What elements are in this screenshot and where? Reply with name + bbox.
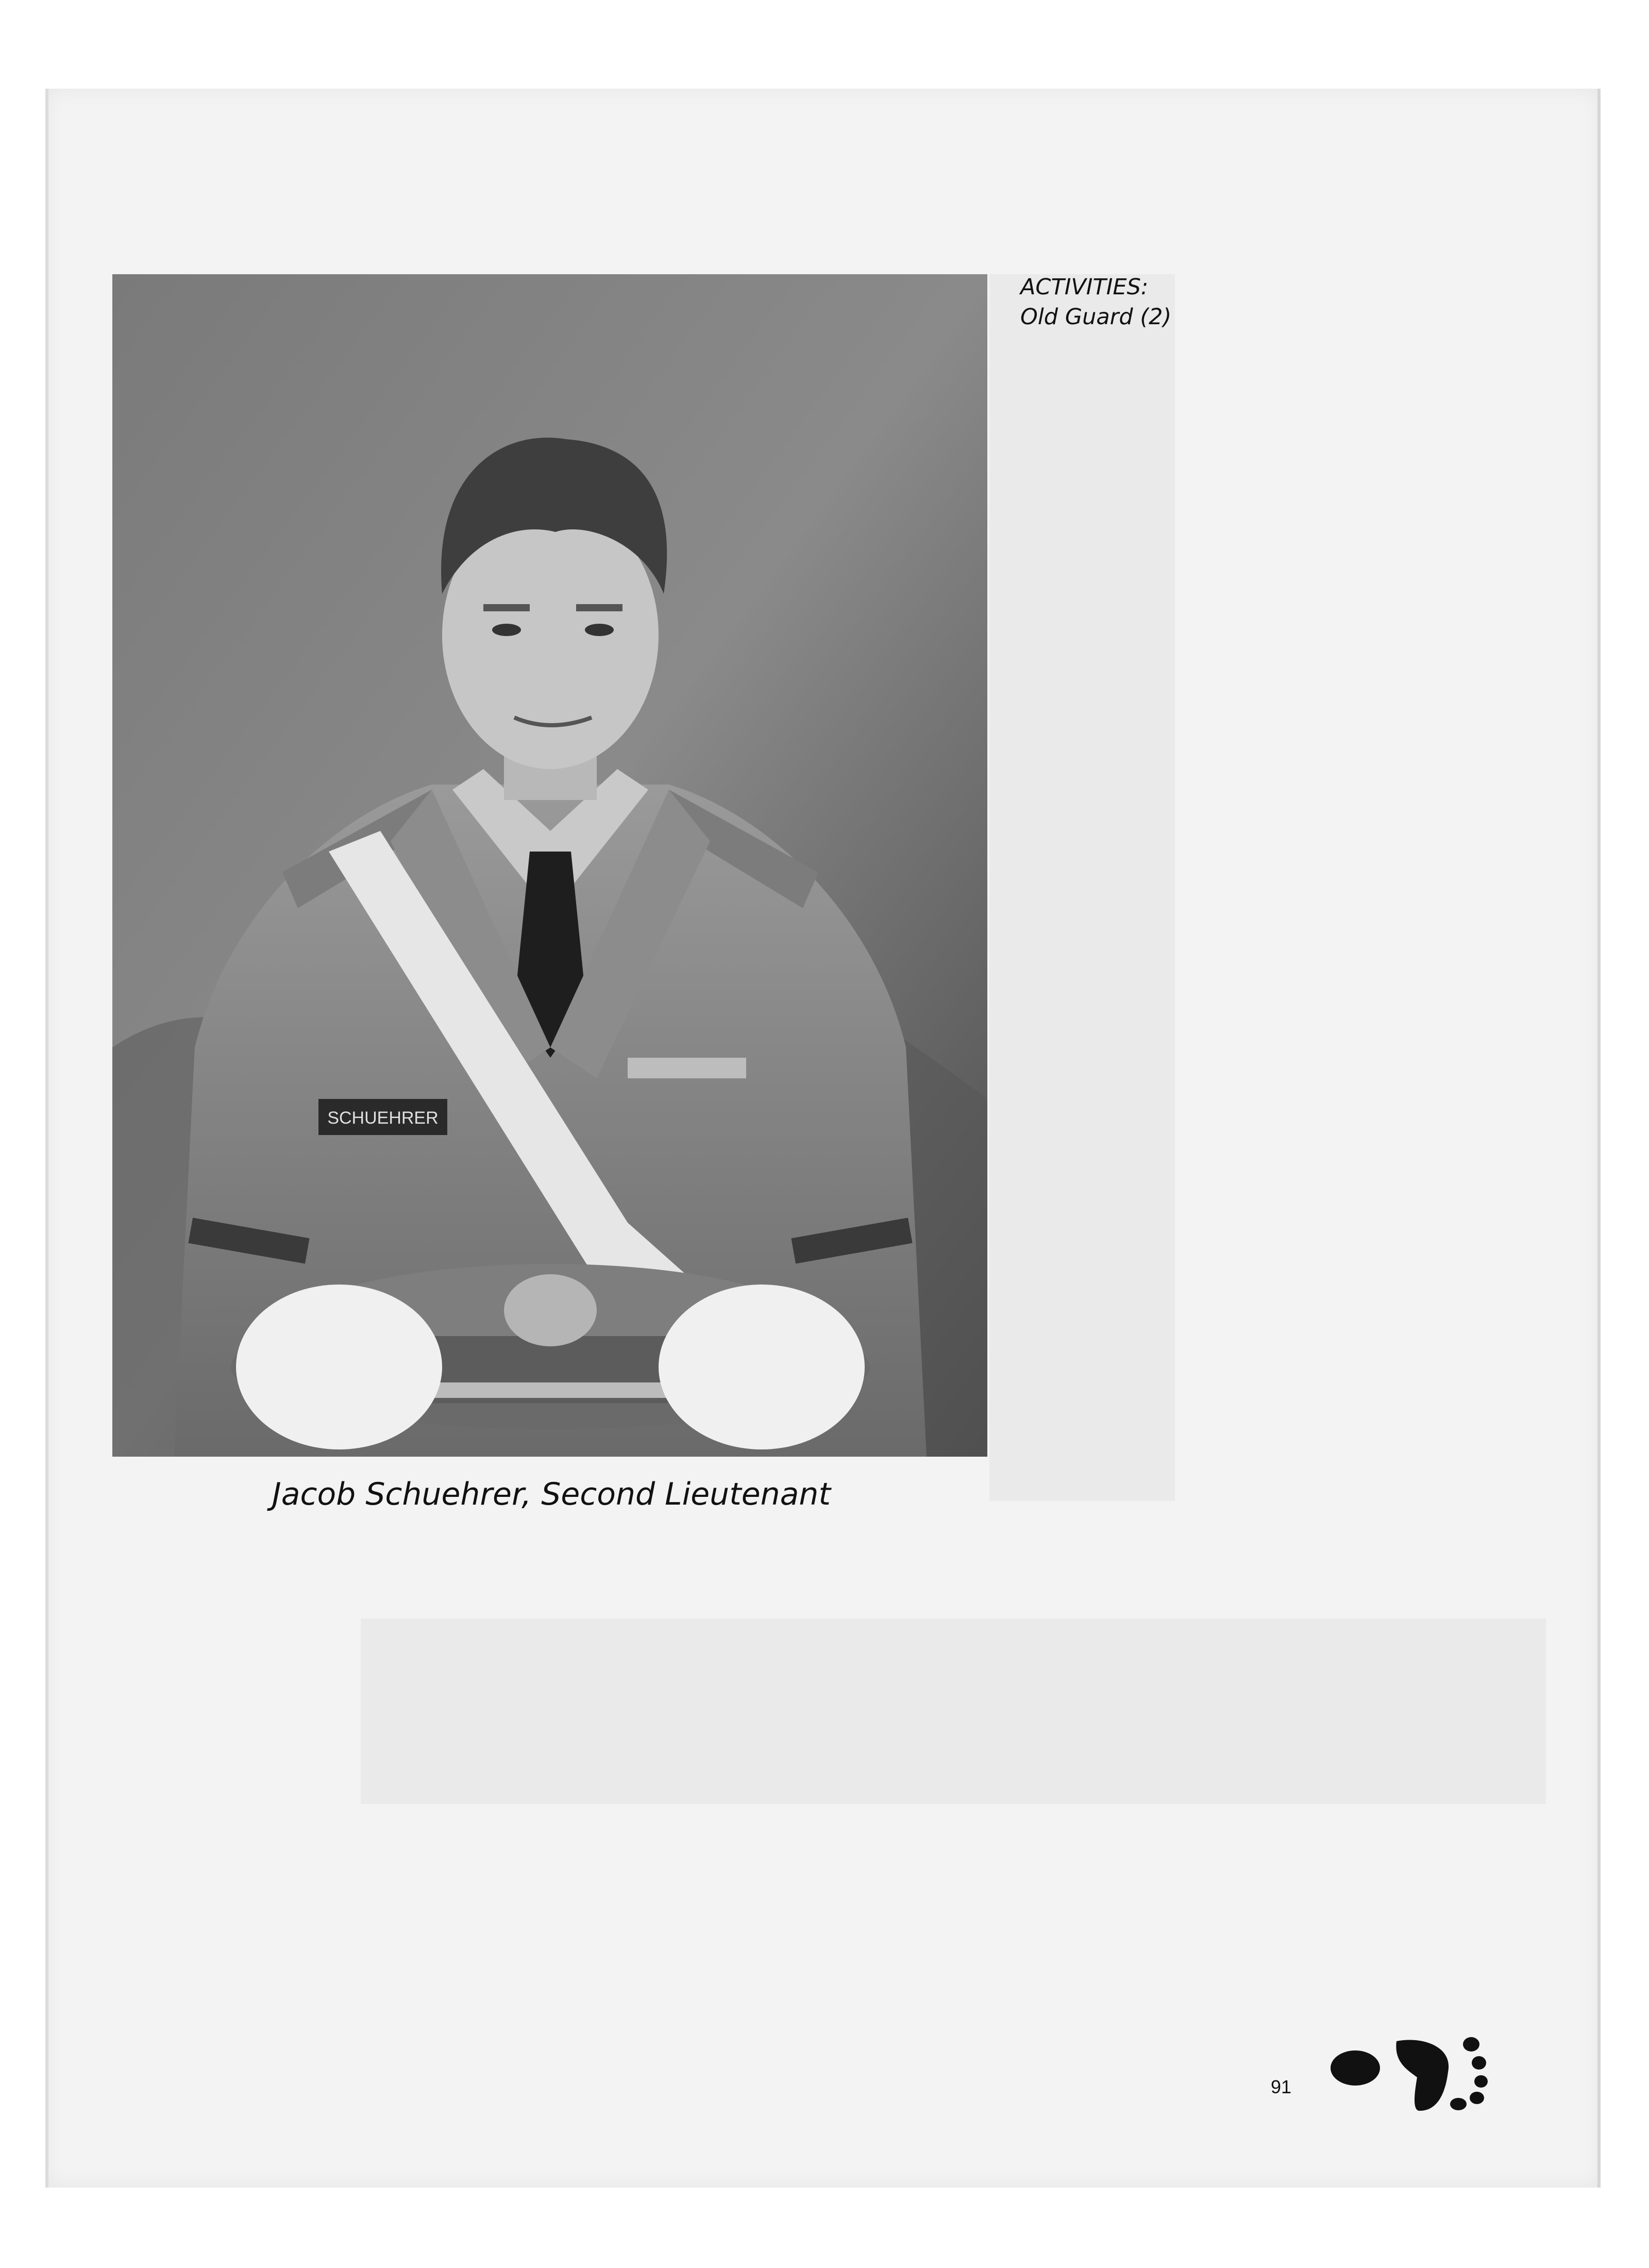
footprint-icon <box>1330 2021 1515 2113</box>
activities-item: Old Guard (2) <box>1020 304 1172 330</box>
page-edge-right <box>1597 89 1601 2188</box>
cadet-portrait-illustration <box>112 274 987 1457</box>
activities-block <box>1020 272 1171 332</box>
name-tag: SCHUEHRER <box>327 1108 439 1128</box>
bleed-through-text-block <box>361 1619 1546 1804</box>
page-number: 91 <box>1271 2076 1292 2097</box>
bleed-through-photo <box>989 274 1175 1501</box>
portrait-photo <box>112 274 987 1457</box>
page-edge-left <box>45 89 48 2188</box>
activities-heading: ACTIVITIES: <box>1020 274 1149 300</box>
portrait-caption: Jacob Schuehrer, Second Lieutenant <box>272 1476 831 1512</box>
